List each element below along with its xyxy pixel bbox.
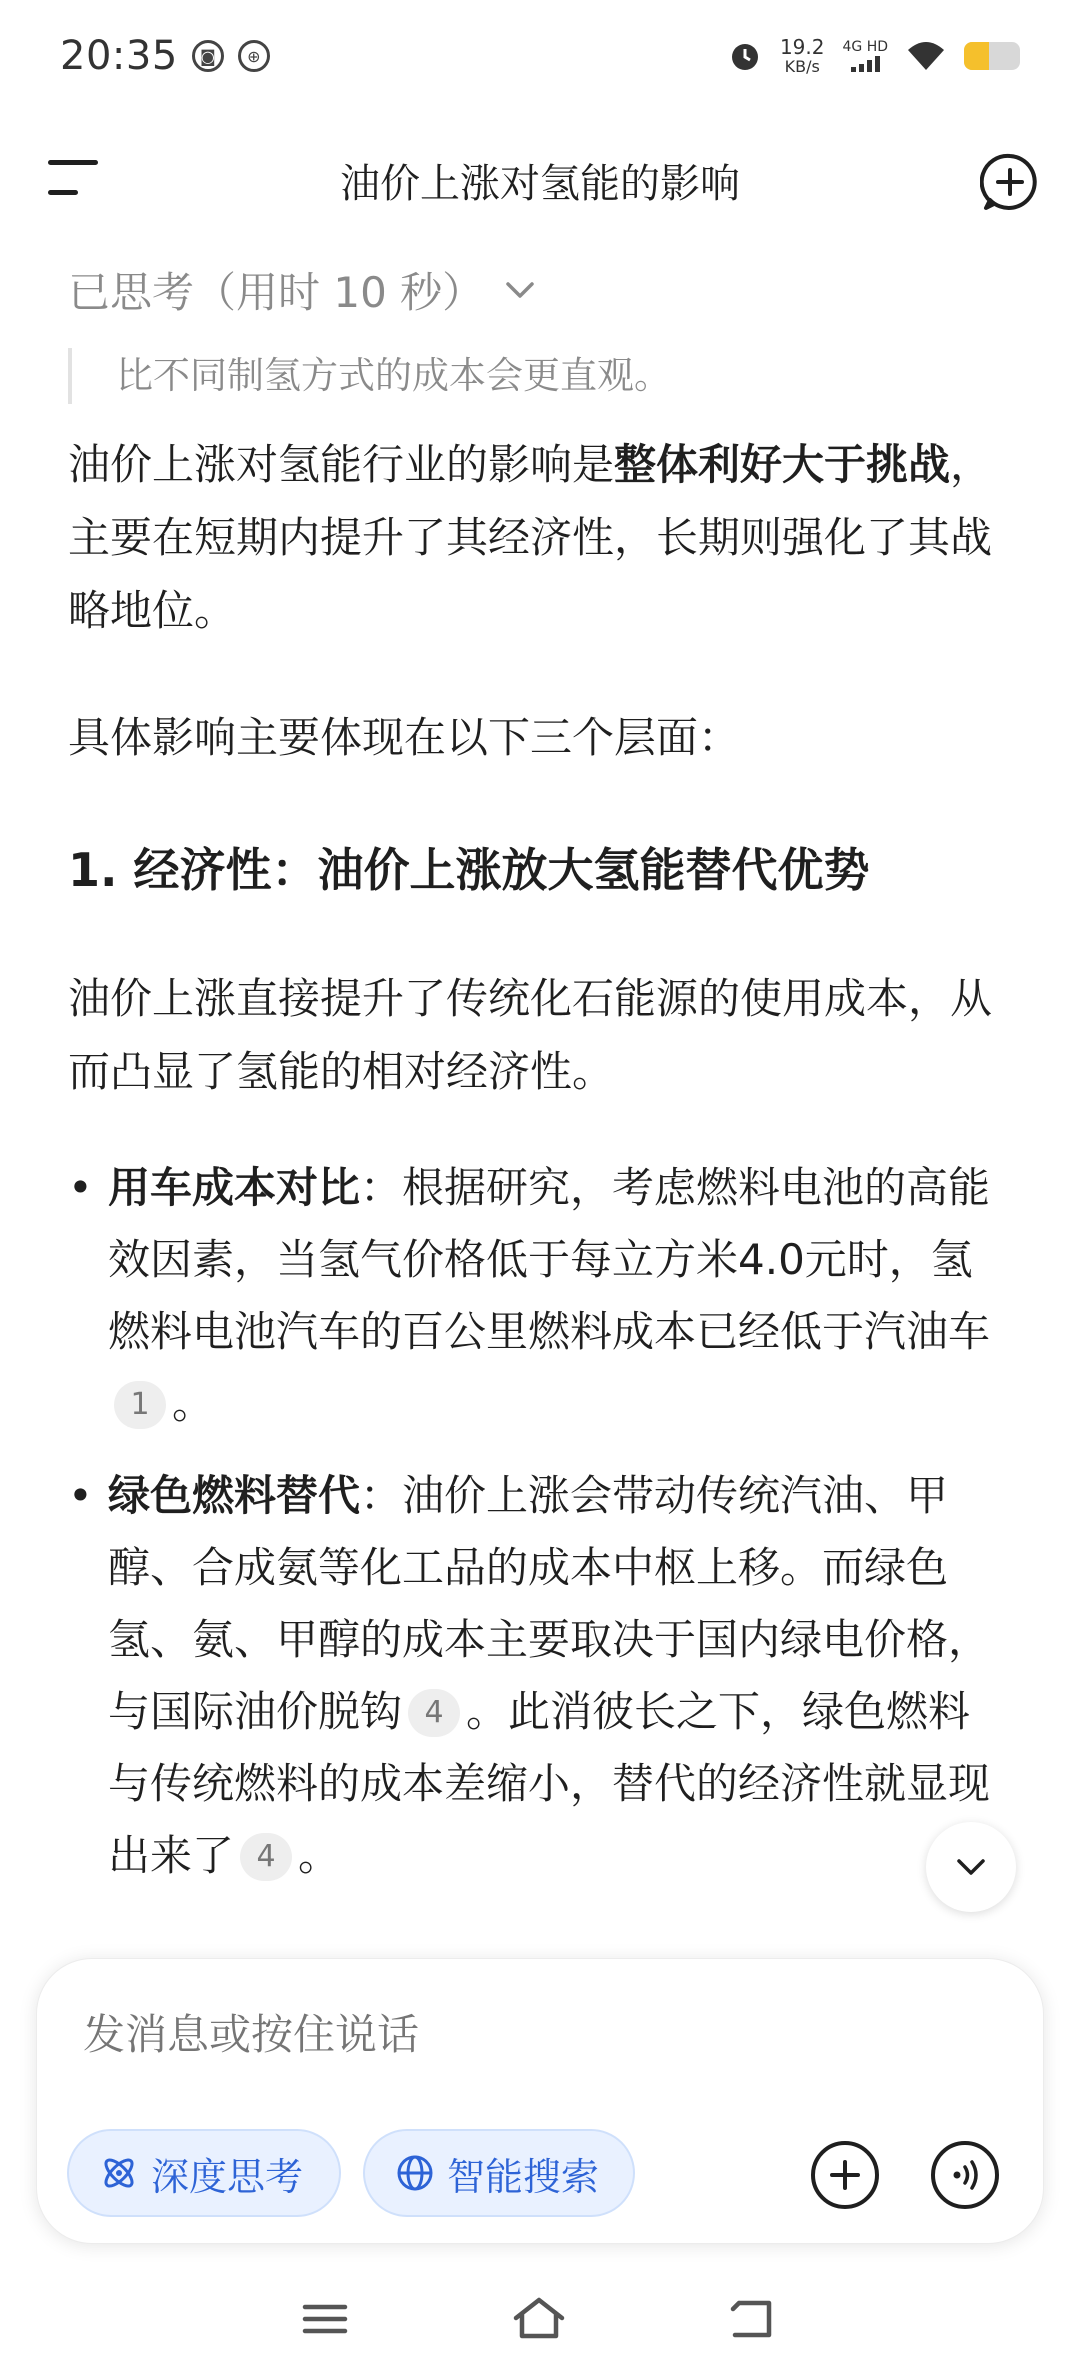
- thinking-excerpt: [68, 348, 1012, 404]
- atom-icon: [99, 2153, 139, 2193]
- section-heading: 1. 经济性：油价上涨放大氢能替代优势: [68, 843, 870, 897]
- net-speed-value: 19.2: [779, 35, 825, 59]
- bullet-end: 。: [298, 1831, 341, 1880]
- system-nav-bar: [0, 2262, 1080, 2376]
- voice-wave-icon: [945, 2157, 985, 2193]
- bullet-title: 用车成本对比: [108, 1163, 361, 1212]
- citation-badge[interactable]: 1: [114, 1381, 166, 1429]
- list-item: [68, 1460, 1012, 1892]
- battery-icon: [964, 42, 1020, 70]
- home-icon[interactable]: [510, 2296, 568, 2342]
- composer: [36, 1958, 1044, 2244]
- plus-icon: [828, 2158, 862, 2192]
- bullet-end: 。: [172, 1379, 215, 1428]
- chevron-down-icon: [953, 1856, 989, 1878]
- attach-button[interactable]: [811, 2141, 879, 2209]
- globe-icon: [395, 2153, 435, 2193]
- p1-bold: 整体利好大于挑战: [614, 440, 951, 489]
- thinking-label: 已思考（用时 10 秒）: [68, 268, 485, 317]
- answer-paragraph-3: 油价上涨直接提升了传统化石能源的使用成本，从而凸显了氢能的相对经济性。: [68, 974, 993, 1096]
- chat-content: [68, 250, 1012, 1912]
- citation-badge[interactable]: 4: [240, 1833, 292, 1881]
- thinking-excerpt-text: 比不同制氢方式的成本会更直观。: [116, 354, 671, 397]
- notification-icon: ◙: [192, 40, 224, 72]
- status-right: [728, 37, 1020, 75]
- title-bar: [0, 112, 1080, 248]
- thinking-toggle[interactable]: [68, 250, 1012, 330]
- bullet-list: [68, 1152, 1012, 1892]
- alarm-icon: [728, 39, 762, 73]
- network-type-label: 4G HD: [842, 39, 888, 55]
- deep-think-button[interactable]: [67, 2129, 341, 2217]
- bullet-title: 绿色燃料替代: [108, 1471, 361, 1520]
- p1-after: ，主要在短期内提升了其经济性，长期则强化了其战略地位。: [68, 440, 993, 635]
- bullet-text: 。此消彼长之下，绿色燃料与传统燃料的成本差缩小，替代的经济性就显现出来了: [108, 1687, 991, 1880]
- deep-think-label: 深度思考: [151, 2154, 304, 2199]
- notification-icon: ⊕: [238, 40, 270, 72]
- chevron-down-icon: [502, 278, 538, 302]
- status-time: 20:35: [60, 33, 178, 79]
- net-speed-unit: KB/s: [784, 57, 820, 76]
- signal-icon: [851, 56, 880, 72]
- voice-button[interactable]: [931, 2141, 999, 2209]
- citation-badge[interactable]: 4: [408, 1689, 460, 1737]
- wifi-icon: [906, 40, 946, 72]
- status-left: [60, 33, 270, 79]
- new-chat-icon[interactable]: [980, 152, 1040, 212]
- bullet-text: ：油价上涨会带动传统汽油、甲醇、合成氨等化工品的成本中枢上移。而绿色氢、氨、甲醇的成本主要取决于国内绿电价格，与国际油价脱钩: [108, 1471, 991, 1736]
- back-icon[interactable]: [729, 2297, 779, 2341]
- smart-search-button[interactable]: [363, 2129, 635, 2217]
- scroll-down-button[interactable]: [926, 1822, 1016, 1912]
- smart-search-label: 智能搜索: [447, 2154, 600, 2199]
- net-speed: [780, 37, 825, 75]
- menu-icon[interactable]: [48, 154, 104, 204]
- page-title: 油价上涨对氢能的影响: [340, 160, 740, 207]
- message-input[interactable]: [83, 1999, 963, 2069]
- p1-before: 油价上涨对氢能行业的影响是: [68, 440, 615, 489]
- answer-paragraph-2: 具体影响主要体现在以下三个层面：: [68, 713, 741, 762]
- status-bar: [0, 0, 1080, 112]
- recents-icon[interactable]: [301, 2299, 349, 2339]
- network-type: [842, 40, 888, 72]
- battery-fill: [964, 42, 989, 70]
- answer-paragraph-1: [68, 428, 1012, 647]
- bullet-text: ：根据研究，考虑燃料电池的高能效因素，当氢气价格低于每立方米4.0元时，氢燃料电池汽车的百公里燃料成本已经低于汽油车: [108, 1163, 991, 1356]
- list-item: [68, 1152, 1012, 1440]
